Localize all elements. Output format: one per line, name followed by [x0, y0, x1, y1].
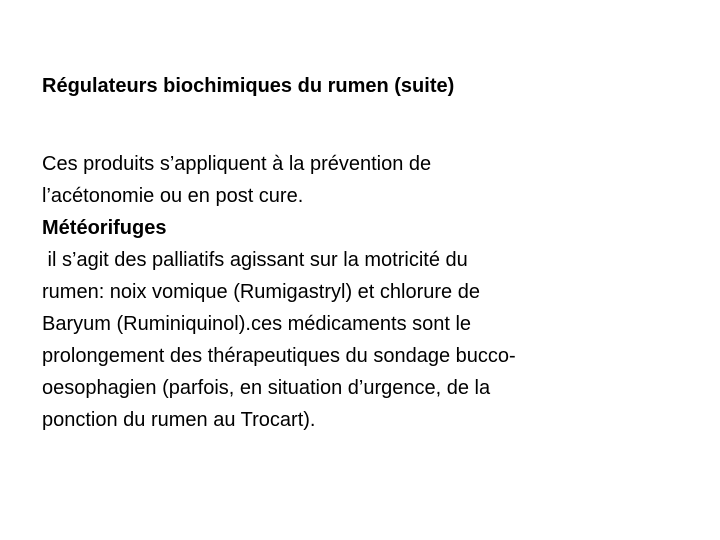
paragraph-line: l’acétonomie ou en post cure.: [42, 185, 304, 207]
slide-body: [42, 148, 682, 436]
slide-title: Régulateurs biochimiques du rumen (suite): [42, 75, 455, 97]
paragraph-line: il s’agit des palliatifs agissant sur la motricité du: [42, 249, 468, 271]
paragraph-line: ponction du rumen au Trocart).: [42, 409, 316, 431]
paragraph-line: oesophagien (parfois, en situation d’urgence, de la: [42, 377, 491, 399]
paragraph-line: prolongement des thérapeutiques du sondage bucco-: [42, 345, 516, 367]
paragraph-line: Ces produits s’appliquent à la prévention de: [42, 153, 432, 175]
subheading: Météorifuges: [42, 217, 167, 239]
paragraph-line: rumen: noix vomique (Rumigastryl) et chlorure de: [42, 281, 480, 303]
paragraph-line: Baryum (Ruminiquinol).ces médicaments sont le: [42, 313, 472, 335]
